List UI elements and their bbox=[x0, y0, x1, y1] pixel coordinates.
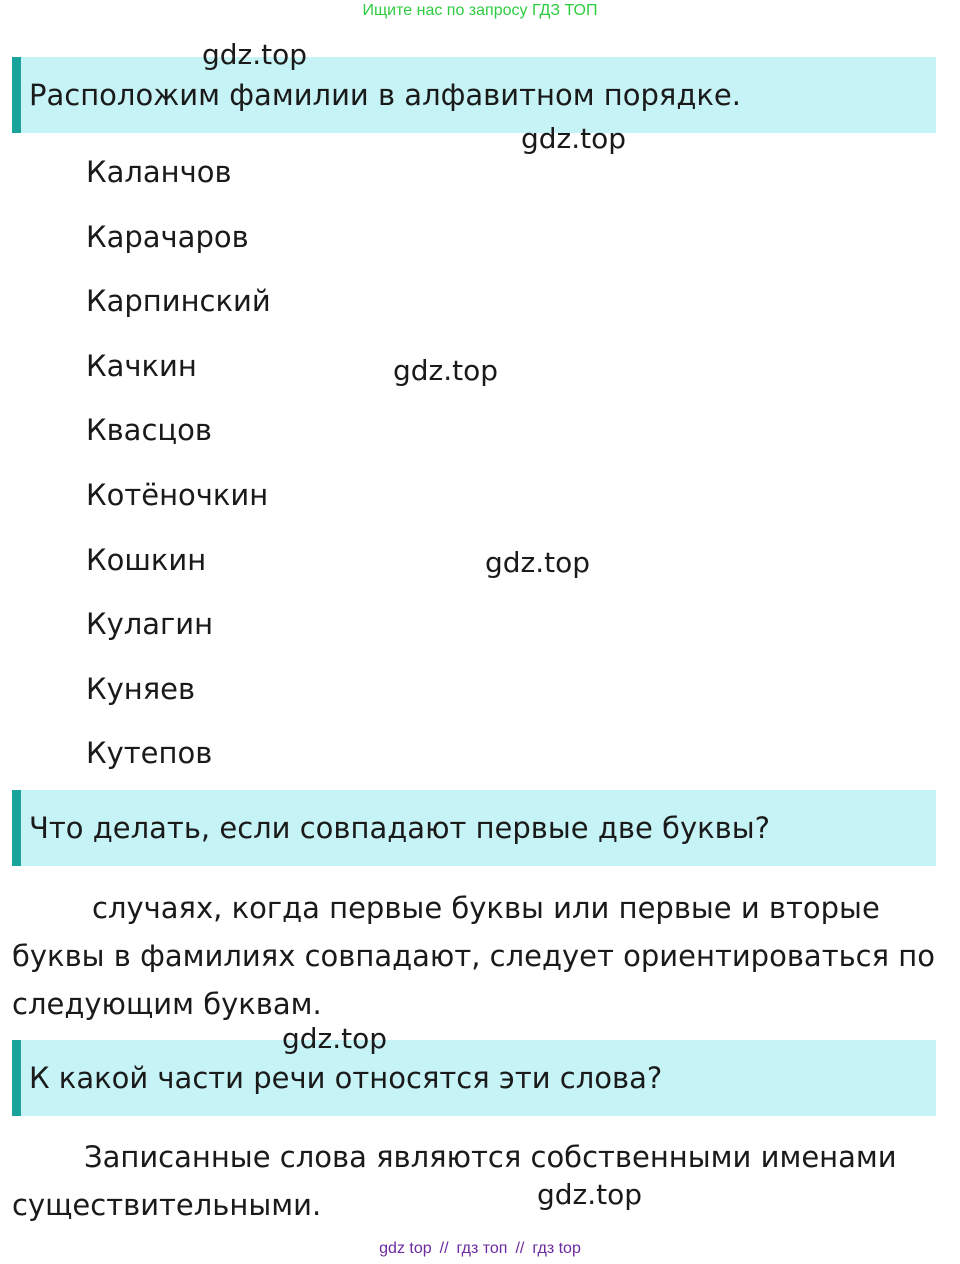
list-item: Каланчов bbox=[86, 155, 232, 189]
watermark: gdz.top bbox=[485, 546, 591, 579]
question-heading-2 bbox=[12, 790, 936, 866]
list-item: Куняев bbox=[86, 671, 196, 706]
list-item: Котёночкин bbox=[86, 477, 269, 512]
list-item: Карачаров bbox=[86, 219, 249, 254]
footer-link[interactable]: гдз топ bbox=[456, 1240, 508, 1257]
question-heading-1 bbox=[12, 57, 936, 133]
answer-paragraph-2: случаях, когда первые буквы или первые и вторые буквы в фамилиях совпадают, следует ориентироваться по следующим буквам. bbox=[12, 891, 935, 1021]
footer-separator: // bbox=[515, 1240, 525, 1257]
list-item: Карпинский bbox=[86, 284, 271, 319]
footer bbox=[0, 1238, 960, 1260]
watermark: gdz.top bbox=[393, 354, 499, 387]
watermark: gdz.top bbox=[537, 1178, 643, 1211]
watermark: gdz.top bbox=[202, 38, 308, 71]
question-text-3: К какой части речи относятся эти слова? bbox=[29, 1061, 663, 1095]
list-item: Качкин bbox=[86, 348, 197, 383]
top-banner: Ищите нас по запросу ГДЗ ТОП bbox=[362, 2, 598, 19]
footer-link[interactable]: гдз top bbox=[532, 1240, 581, 1257]
question-text-2: Что делать, если совпадают первые две буквы? bbox=[29, 811, 771, 845]
watermark: gdz.top bbox=[282, 1022, 388, 1055]
list-item: Квасцов bbox=[86, 413, 212, 448]
question-heading-3 bbox=[12, 1040, 936, 1116]
footer-link[interactable]: gdz top bbox=[379, 1240, 432, 1257]
footer-separator: // bbox=[439, 1240, 449, 1257]
surname-list bbox=[86, 150, 271, 796]
list-item: Кутепов bbox=[86, 736, 213, 771]
question-text-1: Расположим фамилии в алфавитном порядке. bbox=[29, 78, 741, 112]
answer-paragraph-3: Записанные слова являются собственными именами существительными. bbox=[12, 1140, 897, 1222]
watermark: gdz.top bbox=[521, 122, 627, 155]
list-item: Кулагин bbox=[86, 607, 214, 642]
list-item: Кошкин bbox=[86, 542, 207, 577]
